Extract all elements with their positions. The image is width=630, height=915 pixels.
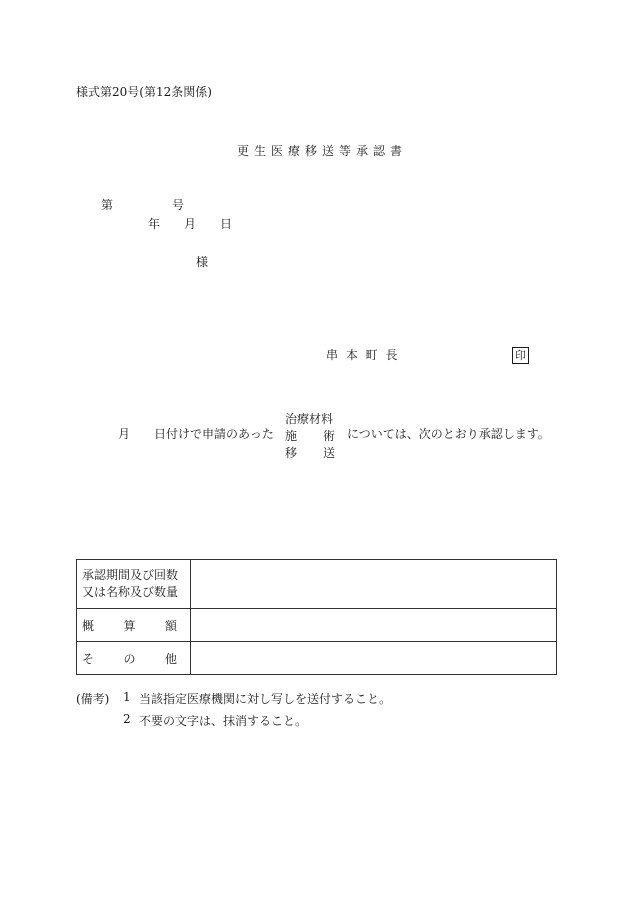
value-estimated-amount[interactable] [191,609,557,642]
issue-date-year: 年 [148,217,161,231]
body-month: 月 [118,427,131,441]
note-number: 1 [123,690,131,704]
note-text: 当該指定医療機関に対し写しを送付すること。 [139,692,392,706]
issue-number-dai: 第 [101,198,114,212]
option-transport: 移 送 [285,446,335,460]
approval-table [76,559,557,675]
option-procedure: 施 術 [285,429,335,443]
issue-date-day: 日 [220,217,233,231]
note-text: 不要の文字は、抹消すること。 [139,714,308,728]
option-treatment-material: 治療材料 [285,412,334,426]
form-number: 様式第20号(第12条関係) [76,85,212,99]
note-number: 2 [123,712,131,726]
notes [76,690,391,734]
table-row [77,642,557,675]
value-other[interactable] [191,642,557,675]
label-other: そ の 他 [77,642,191,675]
value-period-count[interactable] [191,560,557,609]
label-estimated-amount: 概 算 額 [77,609,191,642]
table-row [77,560,557,609]
body-date-clause: 日付けで申請のあった [154,427,274,441]
issue-date-month: 月 [184,217,197,231]
note-item [76,690,391,712]
issue-number-go: 号 [172,198,185,212]
seal-mark: 印 [512,347,529,364]
table-row [77,609,557,642]
document-title: 更生医療移送等承認書 [237,144,408,158]
issuer-title: 串 本 町 長 [326,348,400,362]
service-options [285,411,335,462]
label-period-count: 承認期間及び回数 又は名称及び数量 [77,560,191,609]
body-tail: については、次のとおり承認します。 [347,427,550,441]
addressee-suffix: 様 [196,255,209,269]
notes-prefix: (備考) [76,692,110,706]
note-item [76,712,391,734]
